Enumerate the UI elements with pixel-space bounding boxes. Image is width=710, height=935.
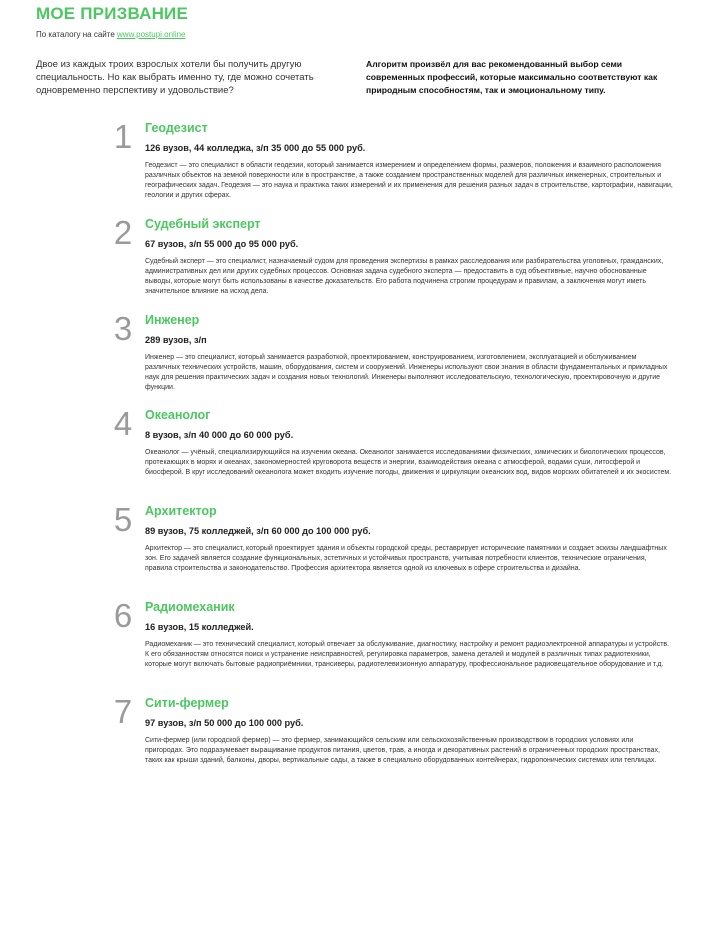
page-title: МОЕ ПРИЗВАНИЕ: [36, 4, 189, 23]
subtitle: [36, 30, 186, 39]
profession-description: Судебный эксперт — это специалист, назначаемый судом для проведения экспертизы в рамках расследования или разбирательства уголовных, гражданских, административных дел или других судебных процессов. Основная задача судебного эксперта — предоставить в суд объективные, научно обоснованные выводы, которые могут быть использованы в качестве доказательств. Его работа подчинена строгим процедурам и правилам, а заключения могут иметь значительное влияние на исход дела.: [145, 258, 664, 295]
profession-number: 4: [113, 405, 133, 442]
subtitle-text: По каталогу на сайте: [36, 30, 115, 39]
profession-stats: 126 вузов, 44 колледжа, з/п 35 000 до 55 000 руб.: [145, 143, 366, 153]
profession-number: 7: [113, 693, 133, 730]
profession-name: Архитектор: [145, 504, 217, 518]
intro-question: Двое из каждых троих взрослых хотели бы получить другую специальность. Но как выбрать именно ту, где можно сочетать одновременно перспективу и удовольствие?: [36, 59, 314, 96]
profession-number: 5: [113, 501, 133, 538]
profession-description: Океанолог — учёный, специализирующийся на изучении океана. Океанолог занимается исследованиями физических, химических и биологических процессов, протекающих в морях и океанах, закономерностей круговорота веществ и энергии, взаимодействия океана с атмосферой, водами суши, литосферой и биосферой. В круг исследований океанолога может входить изучение погоды, движения и циркуляции океанских вод, видов морских обитателей и их экосистем.: [145, 449, 672, 476]
intro-algorithm: Алгоритм произвёл для вас рекомендованный выбор семи современных профессий, которые максимально соответствуют как природным способностям, так и эмоциональному типу.: [366, 59, 658, 95]
profession-description: Геодезист — это специалист в области геодезии, который занимается измерением и определением формы, размеров, положения и взаимного расположения различных объектов на земной поверхности или в пространстве, а также созданием пространственных моделей для различных инженерных, строительных и географических задач. Геодезия — это наука и практика таких измерений и их применения для решения разных задач в строительстве, картографии, навигации, геологии и других сферах.: [145, 162, 673, 199]
profession-name: Геодезист: [145, 121, 208, 135]
profession-name: Радиомеханик: [145, 600, 235, 614]
profession-number: 3: [113, 310, 133, 347]
profession-stats: 97 вузов, з/п 50 000 до 100 000 руб.: [145, 718, 304, 728]
profession-stats: 289 вузов, з/п: [145, 335, 207, 345]
profession-stats: 16 вузов, 15 колледжей.: [145, 622, 254, 632]
profession-name: Судебный эксперт: [145, 217, 261, 231]
profession-description: Сити-фермер (или городской фермер) — это фермер, занимающийся сельским или сельскохозяйственным производством в городских условиях или пригородах. Это подразумевает выращивание продуктов питания, цветов, трав, а иногда и декоративных растений в ограниченных городских пространствах, таких как крыши зданий, балконы, дворы, вертикальные сады, а также в специально оборудованных контейнерах, гидропонических системах или теплицах.: [145, 737, 660, 764]
profession-name: Инженер: [145, 313, 200, 327]
profession-name: Океанолог: [145, 408, 211, 422]
profession-number: 1: [113, 118, 133, 155]
catalog-link[interactable]: www.postupi.online: [117, 30, 186, 39]
profession-number: 2: [113, 214, 133, 251]
profession-stats: 89 вузов, 75 колледжей, з/п 60 000 до 100 000 руб.: [145, 526, 371, 536]
profession-description: Инженер — это специалист, который занимается разработкой, проектированием, конструированием, изготовлением, эксплуатацией и обслуживанием различных технических устройств, машин, оборудования, систем и сооружений. Инженеры используют свои знания в области фундаментальных и прикладных наук для решения практических задач и создания новых технологий. Инженеры выполняют исследовательскую, технологическую, проектировочную и другие функции.: [145, 354, 668, 391]
profession-name: Сити-фермер: [145, 696, 229, 710]
profession-description: Радиомеханик — это технический специалист, который отвечает за обслуживание, диагностику, настройку и ремонт радиоэлектронной аппаратуры и устройств. К его обязанностям относятся поиск и устранение неисправностей, регулировка параметров, замена деталей и модулей в различных типах радиотехники, которые могут включать бытовые радиоприёмники, трансиверы, радиотелевизионную аппаратуру, профессиональное радиовещательное оборудование и т.д.: [145, 641, 670, 668]
profession-stats: 67 вузов, з/п 55 000 до 95 000 руб.: [145, 239, 299, 249]
profession-number: 6: [113, 597, 133, 634]
profession-description: Архитектор — это специалист, который проектирует здания и объекты городской среды, реставрирует исторические памятники и создает эскизы ландшафтных зон. Его задачей является создание функциональных, эстетичных и устойчивых пространств, учитывая потребности клиентов, технические ограничения, правила строительства и законодательство. Профессия архитектора является одной из ключевых в сфере строительства и дизайна.: [145, 545, 667, 572]
profession-stats: 8 вузов, з/п 40 000 до 60 000 руб.: [145, 430, 294, 440]
